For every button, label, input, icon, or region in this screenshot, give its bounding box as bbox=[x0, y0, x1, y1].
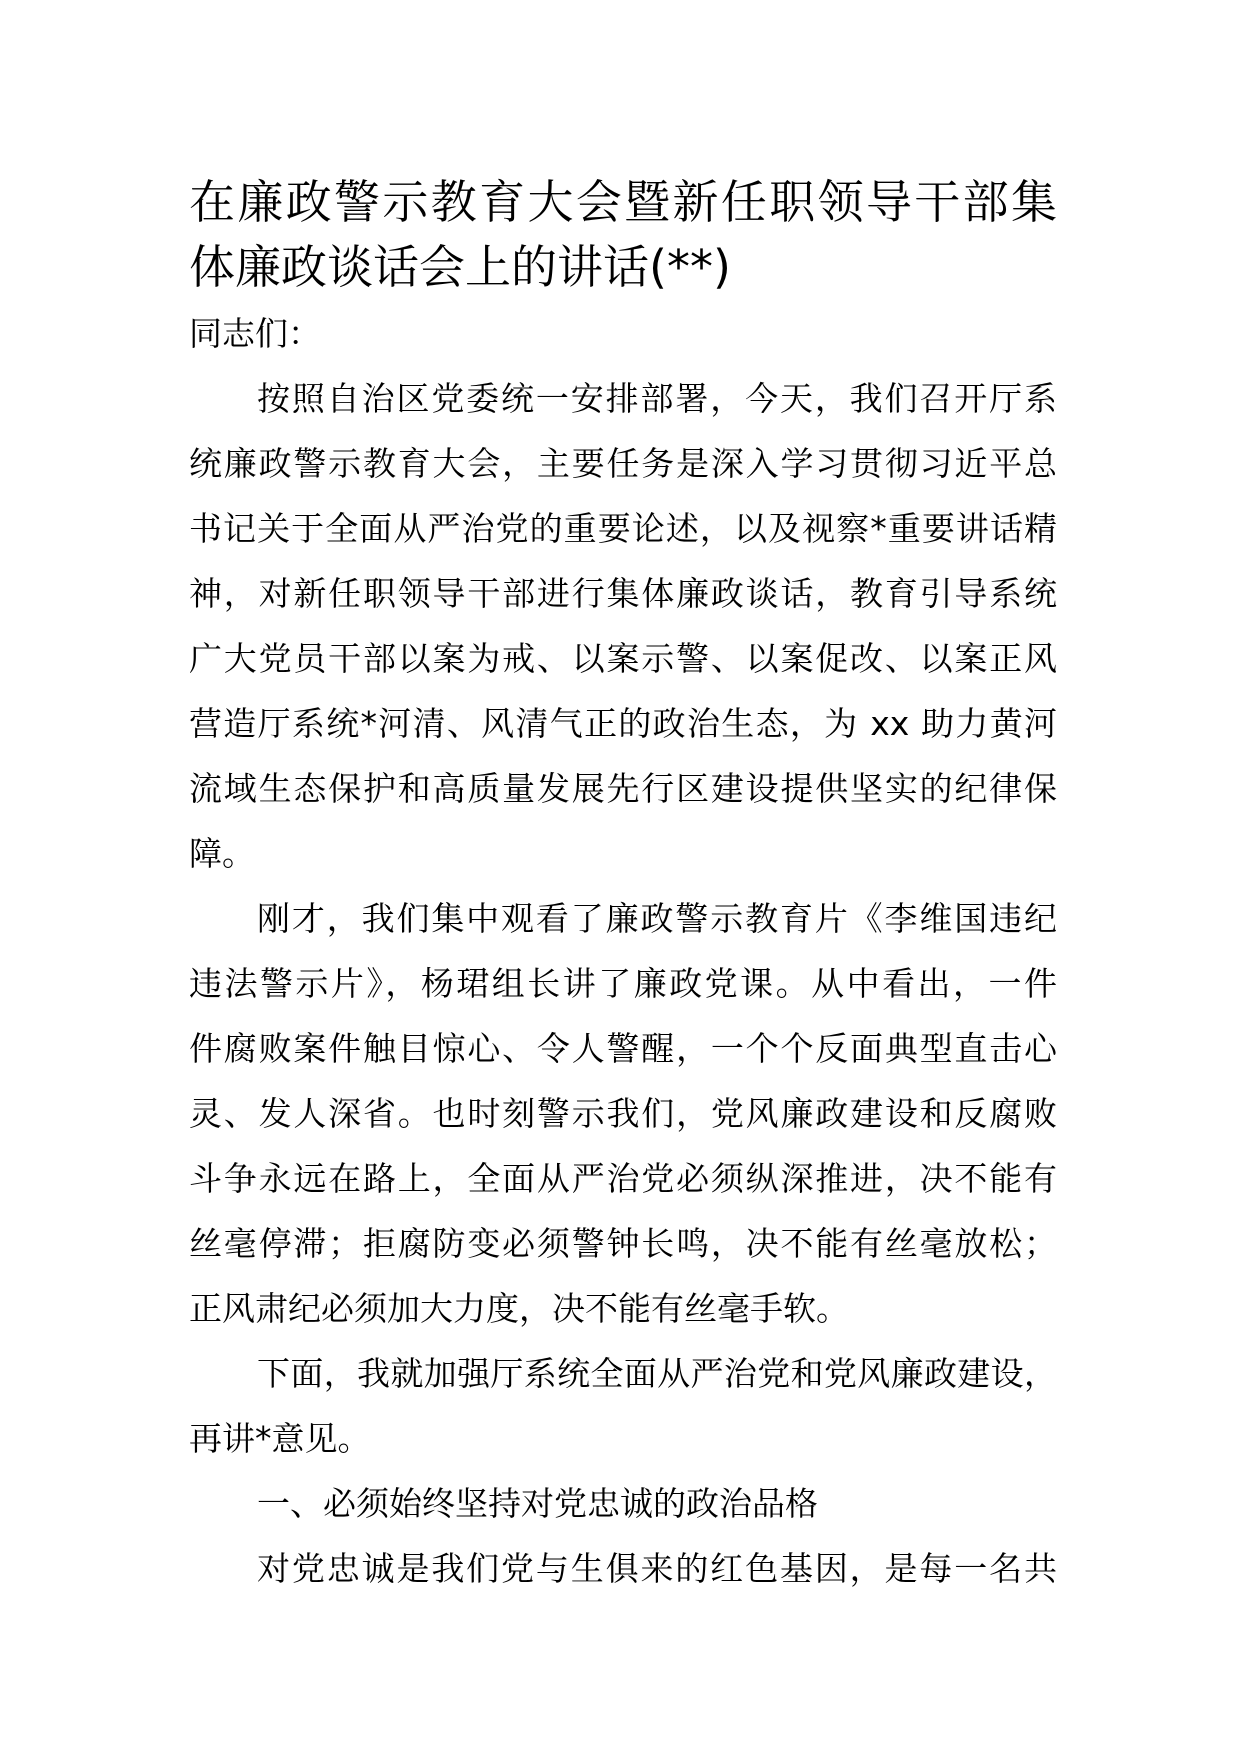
text-line: 斗争永远在路上，全面从严治党必须纵深推进，决不能有 bbox=[189, 1159, 1057, 1198]
paragraph-1 bbox=[189, 366, 1057, 886]
text-line: 书记关于全面从严治党的重要论述，以及视察*重要讲话精 bbox=[189, 509, 1057, 548]
text-line: 件腐败案件触目惊心、令人警醒，一个个反面典型直击心 bbox=[189, 1029, 1057, 1068]
document-title bbox=[189, 171, 1057, 301]
text-line: 违法警示片》，杨珺组长讲了廉政党课。从中看出，一件 bbox=[189, 964, 1057, 1003]
text-line: 按照自治区党委统一安排部署，今天，我们召开厅系 bbox=[257, 379, 1057, 418]
text-line: 广大党员干部以案为戒、以案示警、以案促改、以案正风 bbox=[189, 639, 1057, 678]
title-line-1: 在廉政警示教育大会暨新任职领导干部集 bbox=[189, 175, 1057, 229]
text-line: 统廉政警示教育大会，主要任务是深入学习贯彻习近平总 bbox=[189, 444, 1057, 483]
text-line: 下面，我就加强厅系统全面从严治党和党风廉政建设， bbox=[257, 1354, 1057, 1393]
text-line: 对党忠诚是我们党与生俱来的红色基因，是每一名共 bbox=[257, 1549, 1057, 1588]
text-line: 流域生态保护和高质量发展先行区建设提供坚实的纪律保 bbox=[189, 769, 1057, 808]
text-line: 再讲*意见。 bbox=[189, 1419, 371, 1458]
title-line-2: 体廉政谈话会上的讲话(**) bbox=[189, 240, 731, 294]
text-line: 灵、发人深省。也时刻警示我们，党风廉政建设和反腐败 bbox=[189, 1094, 1057, 1133]
document-page bbox=[189, 171, 1057, 1601]
text-line: 神，对新任职领导干部进行集体廉政谈话，教育引导系统 bbox=[189, 574, 1057, 613]
paragraph-3 bbox=[189, 1341, 1057, 1471]
text-line: 丝毫停滞；拒腐防变必须警钟长鸣，决不能有丝毫放松； bbox=[189, 1224, 1057, 1263]
paragraph-2 bbox=[189, 886, 1057, 1341]
text-line: 营造厅系统*河清、风清气正的政治生态，为 xx 助力黄河 bbox=[189, 704, 1057, 743]
document-body bbox=[189, 301, 1057, 1601]
salutation: 同志们： bbox=[189, 314, 321, 353]
text-line: 障。 bbox=[189, 834, 255, 873]
section-heading: 一、必须始终坚持对党忠诚的政治品格 bbox=[257, 1484, 818, 1523]
text-line: 正风肃纪必须加大力度，决不能有丝毫手软。 bbox=[189, 1289, 849, 1328]
text-line: 刚才，我们集中观看了廉政警示教育片《李维国违纪 bbox=[257, 899, 1057, 938]
